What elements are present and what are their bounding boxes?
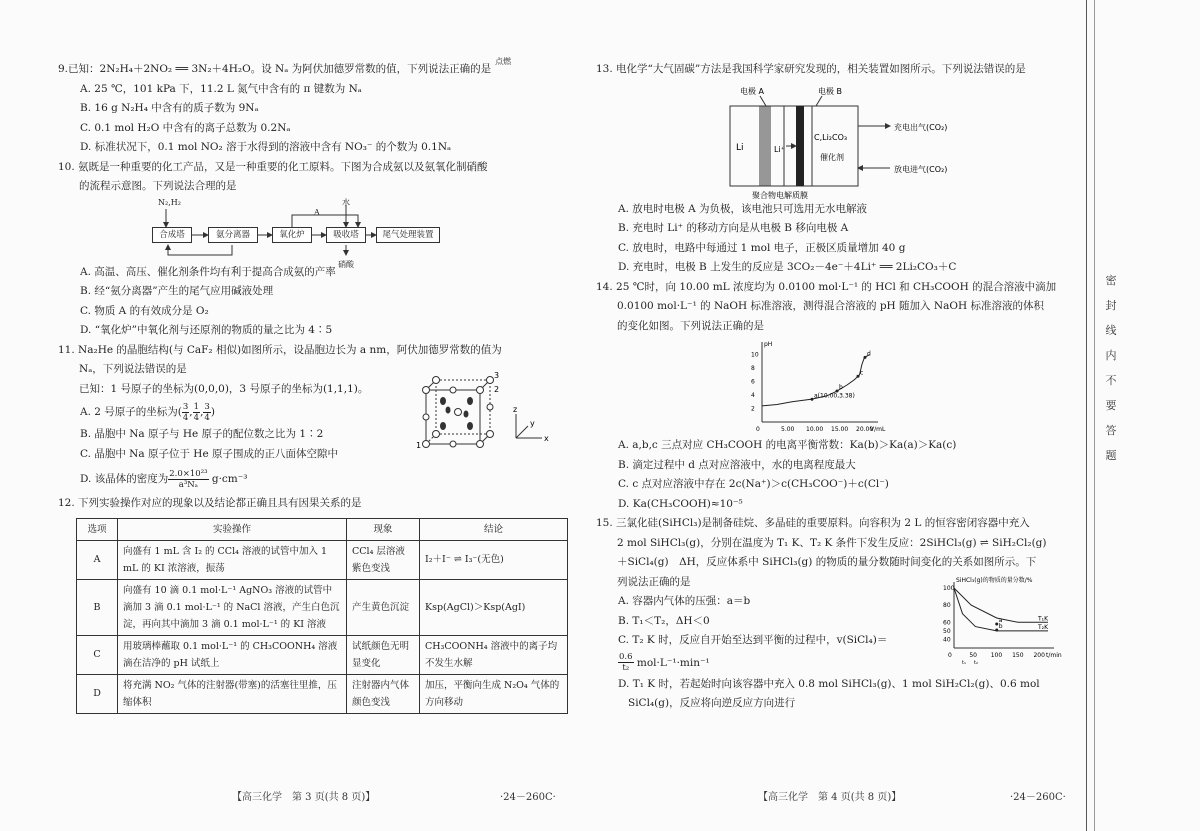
q9-option-a: A. 25 ℃，101 kPa 下，11.2 L 氮气中含有的 π 键数为 Nₐ [80,82,362,95]
atom-label-3: 3 [494,370,500,380]
seal-char: 要 [1105,399,1117,412]
flow-product-label: 硝酸 [338,259,354,269]
table-row [77,674,568,713]
catalyst-label: 催化剂 [820,152,844,162]
x-tick-label: 150 [1012,652,1024,659]
table-cell-option: C [77,635,118,674]
seal-char: 封 [1105,299,1117,312]
data-point-label: a [998,617,1003,624]
q10-option-a: A. 高温、高压、催化剂条件均有利于提高合成氨的产率 [80,265,336,278]
electrode-a-label: 电极 A [740,86,765,96]
q10-stem-2: 的流程示意图。下列说法合理的是 [79,180,237,192]
q14-chart-wrap [596,336,1068,436]
table-cell-phenomenon: 产生黄色沉淀 [347,579,420,635]
q12-table [76,518,568,714]
y-tick-label: 10 [751,351,759,359]
axis-y-label: y [530,418,535,428]
table-header-cell: 选项 [77,518,118,540]
q15-option-c: C. T₂ K 时，反应自开始至达到平衡的过程中，v(SiCl₄)＝ [618,634,888,646]
flow-arrows [58,197,458,269]
table-row [77,540,568,579]
q11-option-a: A. 2 号原子的坐标为( $\frac{3}{4}$ , $\frac{1}{4}$ , $\frac{3}{4}$ ) [80,401,215,423]
x-tick-label: 0 [756,426,760,433]
y-tick-label: 50 [943,627,951,635]
q13-option-a: A. 放电时电极 A 为负极，该电池只可选用无水电解液 [618,202,868,215]
q15-option-d: D. T₁ K 时，若起始时向该容器中充入 0.8 mol SiHCl₃(g)、1 mol SiH₂Cl₂(g)、0.6 mol [618,677,1040,690]
table-cell-conclusion: 加压，平衡向生成 N₂O₄ 气体的方向移动 [420,674,568,713]
li-ion-label: Li⁺ [774,144,785,154]
y-tick-label: 4 [751,392,755,400]
q11-option-c: C. 晶胞中 Na 原子位于 He 原子围成的正八面体空隙中 [80,447,339,460]
flow-box-absorber: 吸收塔 [326,227,366,243]
q9-stem: 9.已知：2N₂H₄＋2NO₂ ══ 3N₂＋4H₂O。设 Nₐ 为阿伏加德罗常数的值，下列说法正确的是$^{点燃}$ [58,57,512,75]
atom-label-1: 1 [416,440,422,450]
q13-option-b: B. 充电时 Li⁺ 的移动方向是从电极 B 移向电极 A [618,222,849,234]
y-tick-label: 100 [943,585,955,592]
right-column [596,60,1068,714]
footer-left-title: 【高三化学 第 3 页(共 8 页)】 [232,792,376,803]
li-label: Li [736,142,744,153]
electrode-b-label: 电极 B [818,86,843,96]
x-tick-label: 10.00 [806,426,824,433]
x-tick-label: 20.00 [856,426,874,433]
x-tick-label: 200 [1033,652,1045,659]
q9-option-c: C. 0.1 mol H₂O 中含有的离子总数为 0.2Nₐ [80,121,291,134]
y-tick-label: 60 [943,619,951,627]
y-axis-label: pH [764,341,773,348]
series-label: T₁K [1038,615,1049,623]
y-tick-label: 40 [943,636,951,644]
flow-box-synthesis: 合成塔 [152,227,192,243]
q14-option-d: D. Ka(CH₃COOH)≈10⁻⁵ [618,497,743,510]
x-axis-label: t/min [1046,652,1062,659]
charge-out-label: 充电出气(CO₂) [894,122,948,132]
chart-title: SiHCl₃(g)的物质的量分数/% [956,577,1033,584]
seal-char: 线 [1105,324,1117,337]
q10-stem-1: 10. 氨既是一种重要的化工产品，又是一种重要的化工原料。下图为合成氨以及氨氧化制硝酸 [58,160,488,173]
x-tick-label: 15.00 [831,426,849,433]
q9-condition: 点燃 [495,57,512,66]
table-cell-operation: 向盛有 10 滴 0.1 mol·L⁻¹ AgNO₃ 溶液的试管中滴加 3 滴 0.1 mol·L⁻¹ 的 NaCl 溶液，产生白色沉淀，再向其中滴加 3 滴 0.1 mol·L⁻¹ 的 KI 溶液 [118,579,347,635]
q11-known: 已知：1 号原子的坐标为(0,0,0)，3 号原子的坐标为(1,1,1)。 [79,382,369,395]
seal-char: 不 [1105,374,1117,387]
q11-option-b: B. 晶胞中 Na 原子与 He 原子的配位数之比为 1∶2 [80,428,324,440]
time-marker-label: t₂ [974,660,978,666]
q11-option-d: D. 该晶体的密度为 $\frac{\text{2.0×10²³}}{\text{a³Nₐ}}$ g·cm⁻³ [80,468,248,490]
seal-char: 题 [1105,449,1117,462]
table-cell-option: B [77,579,118,635]
flow-a-label: A [314,207,320,217]
table-cell-option: D [77,674,118,713]
footer-right-code: ·24－260C· [1010,792,1066,803]
flow-water-label: 水 [342,197,350,207]
binding-line-inner [1094,0,1095,831]
seal-char: 答 [1105,424,1117,437]
x-tick-label: 100 [990,652,1003,659]
q14-option-a: A. a,b,c 三点对应 CH₃COOH 的电离平衡常数：Ka(b)＞Ka(a)＞Ka(c) [618,439,957,451]
q14-stem-2: 0.0100 mol·L⁻¹ 的 NaOH 标准溶液，测得混合溶液的 pH 随加入 NaOH 标准溶液的体积 [617,300,1044,312]
table-cell-conclusion: Ksp(AgCl)＞Ksp(AgI) [420,579,568,635]
seal-notice [1098,268,1124,468]
q15-option-a: A. 容器内气体的压强：a＝b [618,595,751,607]
table-header-row [77,518,568,540]
q14-option-c: C. c 点对应溶液中存在 2c(Na⁺)＞c(CH₃COO⁻)＋c(Cl⁻) [618,478,889,490]
x-tick-label: 5.00 [781,426,795,433]
seal-char: 内 [1105,349,1117,362]
x-tick-label: 50 [969,652,978,659]
data-point-label: b [998,623,1003,630]
table-cell-conclusion: I₂＋I⁻ ⇌ I₃⁻(无色) [420,540,568,579]
table-cell-phenomenon: 试纸颜色无明显变化 [347,635,420,674]
q13-option-c: C. 放电时，电路中每通过 1 mol 电子，正极区质量增加 40 g [618,241,906,254]
table-header-cell: 结论 [420,518,568,540]
seal-char: 密 [1105,274,1117,287]
time-marker-label: t₁ [962,660,966,666]
table-cell-operation: 将充满 NO₂ 气体的注射器(带塞)的活塞往里推，压缩体积 [118,674,347,713]
membrane-label: 聚合物电解质膜 [752,190,808,200]
flow-box-oxidizer: 氧化炉 [272,227,312,243]
q11-crystal-cell [410,368,560,458]
table-row [77,579,568,635]
footer-left-code: ·24－260C· [500,792,556,803]
q11-body [58,370,558,495]
left-column [58,57,560,714]
sihcl3-fraction-chart [936,570,1066,666]
table-cell-option: A [77,540,118,579]
binding-line [1086,0,1087,831]
table-cell-phenomenon: CCl₄ 层溶液紫色变浅 [347,540,420,579]
table-cell-conclusion: CH₃COONH₄ 溶液中的离子均不发生水解 [420,635,568,674]
q10-option-c: C. 物质 A 的有效成分是 O₂ [80,304,209,317]
q15-stem-1: 15. 三氯化硅(SiHCl₃)是制备硅烷、多晶硅的重要原料。向容积为 2 L 的恒容密闭容器中充入 [596,517,1030,529]
axis-z-label: z [513,404,518,414]
q15-stem-3: ＋SiCl₄(g) ΔH，反应体系中 SiHCl₃(g) 的物质的量分数随时间变化的关系如图所示。下 [617,556,1037,568]
flow-input-label: N₂,H₂ [158,197,181,207]
ph-titration-chart [746,336,886,436]
q15-stem-4: 列说法正确的是 [617,575,691,588]
q14-stem-3: 的变化如图。下列说法正确的是 [617,319,764,332]
q12-stem: 12. 下列实验操作对应的现象以及结论都正确且具有因果关系的是 [58,497,362,509]
flow-box-separator: 氨分离器 [208,227,258,243]
q9-option-d: D. 标准状况下，0.1 mol NO₂ 溶于水得到的溶液中含有 NO₃⁻ 的个数为 0.1Nₐ [80,141,452,153]
q9-option-b: B. 16 g N₂H₄ 中含有的质子数为 9Nₐ [80,102,259,114]
q15-option-c-rate: $\frac{0.6}{\text{t₂}}$ mol·L⁻¹·min⁻¹ [619,652,710,673]
data-point-label: d [867,350,871,358]
table-cell-operation: 向盛有 1 mL 含 I₂ 的 CCl₄ 溶液的试管中加入 1 mL 的 KI 浓溶液，振荡 [118,540,347,579]
axis-x-label: x [544,433,549,443]
table-cell-phenomenon: 注射器内气体颜色变浅 [347,674,420,713]
q14-stem-1: 14. 25 ℃时，向 10.00 mL 浓度均为 0.0100 mol·L⁻¹ 的 HCl 和 CH₃COOH 的混合溶液中滴加 [596,280,1057,293]
data-point-label: b [839,384,843,392]
q14-option-b: B. 滴定过程中 d 点对应溶液中，水的电离程度最大 [618,458,856,471]
q11-stem-1: 11. Na₂He 的晶胞结构(与 CaF₂ 相似)如图所示，设晶胞边长为 a nm，阿伏加德罗常数的值为 [58,343,502,356]
footer-right-title: 【高三化学 第 4 页(共 8 页)】 [758,792,902,803]
x-tick-label: 0 [948,652,952,659]
q13-option-d: D. 充电时，电极 B 上发生的反应是 3CO₂－4e⁻＋4Li⁺ ══ 2Li₂CO₃＋C [618,261,957,273]
q15-option-d-cont: SiCl₄(g)，反应将向逆反应方向进行 [628,697,796,709]
table-cell-operation: 用玻璃棒蘸取 0.1 mol·L⁻¹ 的 CH₃COONH₄ 溶液滴在洁净的 pH 试纸上 [118,635,347,674]
q11-stem-2: Nₐ，下列说法错误的是 [79,363,187,375]
y-tick-label: 2 [751,405,755,413]
atom-label-2: 2 [494,384,500,394]
q13-stem: 13. 电化学“大气固碳”方法是我国科学家研究发现的，相关装置如图所示。下列说法错误的是 [596,63,1026,75]
discharge-in-label: 放电进气(CO₂) [894,164,948,174]
q15-option-b: B. T₁＜T₂，ΔH＜0 [618,614,710,627]
y-tick-label: 80 [943,602,951,610]
q10-option-d: D. “氧化炉”中氧化剂与还原剂的物质的量之比为 4∶5 [80,324,333,336]
table-header-cell: 现象 [347,518,420,540]
q10-flow-diagram [58,197,558,269]
battery-diagram [716,84,1016,200]
q13-diagram [596,80,1068,200]
series-label: T₂K [1038,623,1049,631]
table-header-cell: 实验操作 [118,518,347,540]
q10-option-b: B. 经“氨分离器”产生的尾气应用碱液处理 [80,285,274,297]
c-li2co3-label: C,Li₂CO₃ [814,132,848,142]
y-tick-label: 8 [751,365,755,373]
x-axis-label: V/mL [870,426,886,433]
q15-stem-2: 2 mol SiHCl₃(g)，分别在温度为 T₁ K、T₂ K 条件下发生反应：2SiHCl₃(g) ⇌ SiH₂Cl₂(g) [617,536,1047,549]
flow-box-tailgas: 尾气处理装置 [376,227,440,243]
data-point-label: a(10.00,3.38) [814,392,855,400]
data-point-label: c [860,369,864,377]
table-row [77,635,568,674]
y-tick-label: 6 [751,378,755,386]
